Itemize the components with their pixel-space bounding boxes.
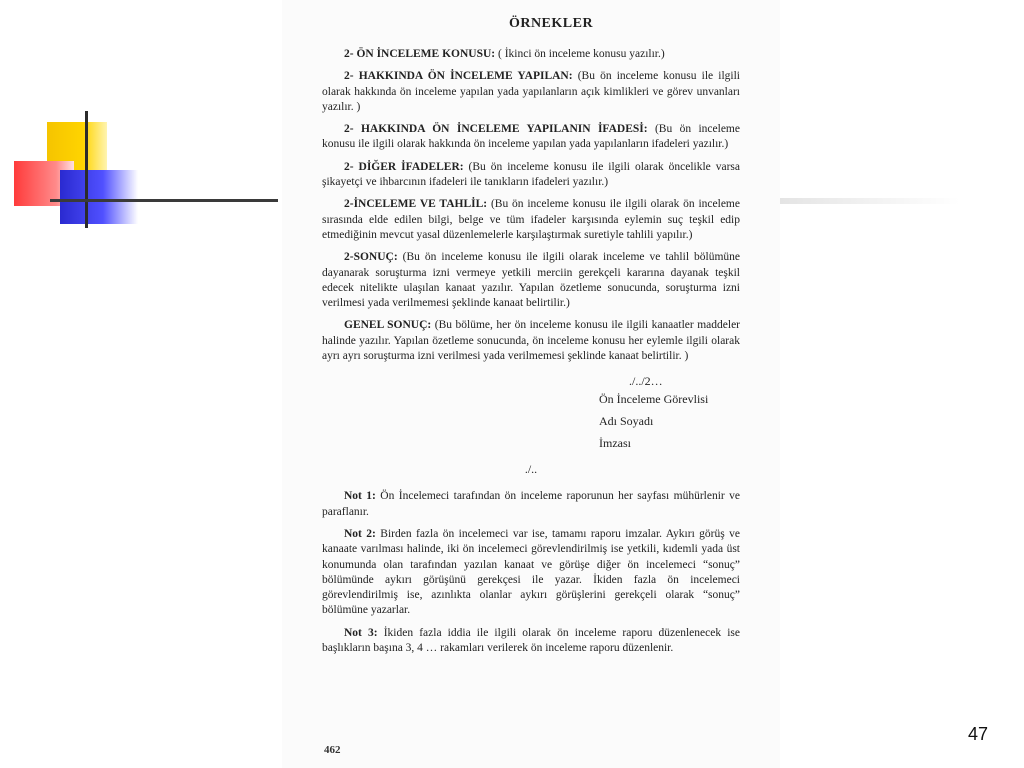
paragraph-ifadesi <box>322 122 740 153</box>
paragraph-heading: 2-İNCELEME VE TAHLİL: <box>344 198 488 211</box>
paragraph-text: (Bu ön inceleme konusu ile ilgili olarak hakkında ön inceleme yapılan yada yapılanların açık kimlikleri ve görev unvanları yazılır. ) <box>322 70 740 113</box>
paragraph-text: (Bu ön inceleme konusu ile ilgili olarak öncelikle varsa şikayetçi ve ihbarcının ifadeleri ile tanıkların ifadeleri yazılır.) <box>322 160 741 189</box>
paragraph-text: (Bu ön inceleme konusu ile ilgili olarak inceleme ve tahlil bölümüne dayanarak soruşturma izni vermeye yetkili merciin gerekçeli kararına dayanak teşkil edecek nitelikte ulaşılan kanaat yazılır. Yapılan özetleme sonucunda, soruşturma izni verilmesi yada verilmemesi şeklinde kanaat belirtilir.) <box>322 251 740 310</box>
signature-page-ref: ./../2… <box>629 374 663 389</box>
note-heading: Not 3: <box>344 626 378 639</box>
note-1 <box>322 489 740 520</box>
note-heading: Not 2: <box>344 527 376 540</box>
paragraph-hakkinda <box>322 69 740 115</box>
slide-number: 47 <box>968 724 989 744</box>
paragraph-heading: 2-SONUÇ: <box>344 251 398 264</box>
document-content <box>322 16 740 663</box>
paragraph-text: (Bu bölüme, her ön inceleme konusu ile ilgili kanaatler maddeler halinde yazılır. Yapılan özetleme sonucunda, ön inceleme konusu her eylemle ilgili olarak ayrı ayrı soruşturma izni verilmesi yada verilmemesi şeklinde kanaat belirtilir. ) <box>322 319 741 363</box>
horizontal-rule <box>50 199 278 202</box>
paragraph-heading: 2- ÖN İNCELEME KONUSU: <box>344 48 496 60</box>
paragraph-heading: GENEL SONUÇ: <box>344 319 432 332</box>
scanned-document-page <box>282 0 780 768</box>
note-2 <box>322 527 740 619</box>
document-page-number: 462 <box>324 744 341 756</box>
document-title: ÖRNEKLER <box>508 16 594 31</box>
section-separator: ./.. <box>524 462 538 477</box>
paragraph-diger-ifadeler <box>322 160 740 191</box>
paragraph-heading: 2- DİĞER İFADELER: <box>344 160 464 173</box>
page-edge-shadow <box>780 198 960 204</box>
paragraph-text: ( İkinci ön inceleme konusu yazılır.) <box>495 48 665 60</box>
paragraph-sonuc <box>322 250 740 311</box>
paragraph-heading: 2- HAKKINDA ÖN İNCELEME YAPILAN: <box>344 70 573 83</box>
blue-square <box>60 170 138 224</box>
note-3 <box>322 626 740 657</box>
signature-role: Ön İnceleme Görevlisi <box>599 392 709 407</box>
note-text: İkiden fazla iddia ile ilgili olarak ön inceleme raporu düzenlenecek ise başlıkların başına 3, 4 … rakamları verilerek ön inceleme raporu düzenlenir. <box>322 626 740 655</box>
signature-sign: İmzası <box>599 436 631 451</box>
paragraph-heading: 2- HAKKINDA ÖN İNCELEME YAPILANIN İFADESİ: <box>344 123 648 136</box>
note-heading: Not 1: <box>344 490 376 503</box>
signature-block <box>599 374 740 454</box>
decorative-logo-graphic <box>0 0 300 240</box>
paragraph-text: (Bu ön inceleme konusu ile ilgili olarak ön inceleme sırasında elde edilen bilgi, belge ve tüm ifadeler karşısında eylemin suç teşkil edip etmediğinin mevcut yasal düzenlemelerle karşılaştırmak suretiyle tahlili yapılır.) <box>322 198 740 241</box>
paragraph-genel-sonuc <box>322 318 740 364</box>
signature-name: Adı Soyadı <box>599 414 654 429</box>
paragraph-inceleme-konusu <box>322 47 740 62</box>
note-text: Ön İncelemeci tarafından ön inceleme raporunun her sayfası mühürlenir ve paraflanır. <box>322 490 740 518</box>
paragraph-inceleme-tahlil <box>322 197 740 243</box>
vertical-rule <box>85 111 88 228</box>
paragraph-text: (Bu ön inceleme konusu ile ilgili olarak hakkında ön inceleme yapılan yada yapılanların ifadeleri yazılır.) <box>322 123 740 151</box>
note-text: Birden fazla ön incelemeci var ise, tamamı raporu imzalar. Aykırı görüş ve kanaate varılması halinde, iki ön incelemeci görevlendirilmiş ise yetkili, kıdemli yada üst konumunda olan tarafından yazılan kanaat ve görüşe diğer ön incelemeci “sonuç” bölümünde aykırı görüşünü gerekçesi ile yazar. İkiden fazla ön incelemeci görevlendirilmiş ise, azınlıkta olanlar aykırı görüşlerini gerekçeli olarak “sonuç” bölümüne yazarlar. <box>322 527 740 617</box>
